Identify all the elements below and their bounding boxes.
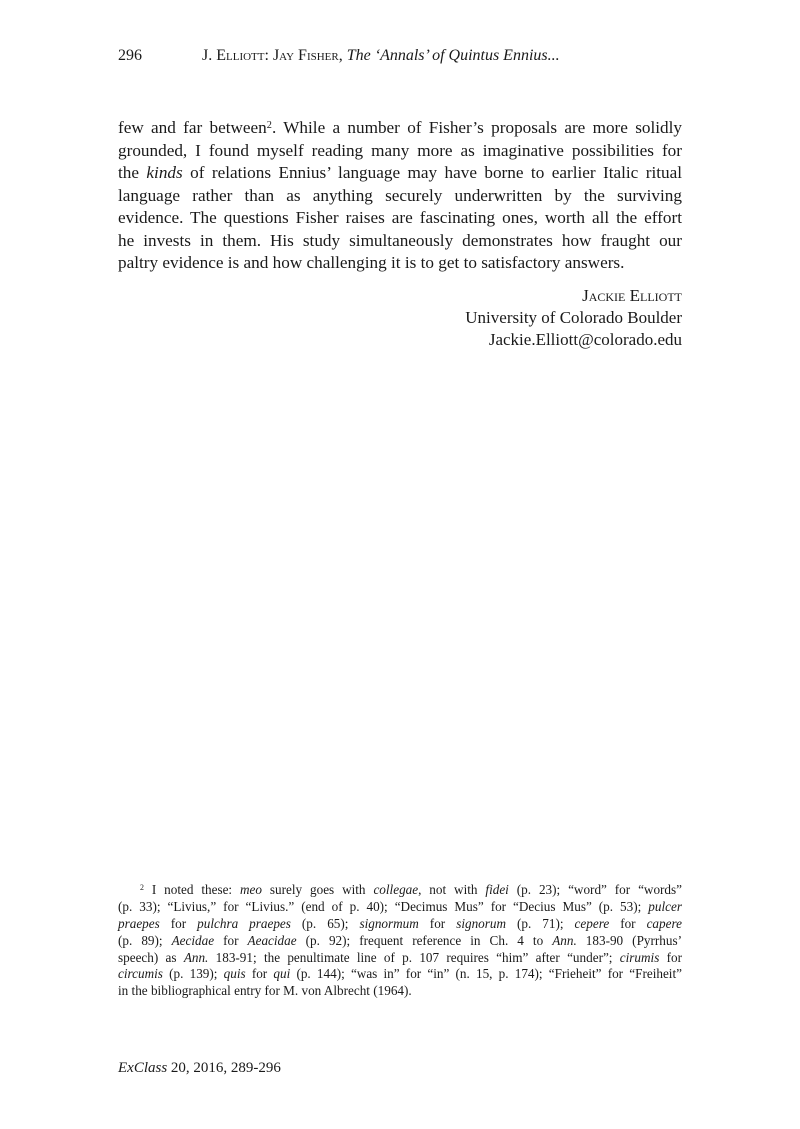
text-run: surely goes with (261, 882, 374, 897)
text-run: . While a number of Fisher’s proposals are more solidly (271, 118, 682, 137)
running-head-separator: : (264, 47, 273, 64)
text-run: (p. 65); (290, 915, 360, 931)
text-run: of relations Ennius’ language may have borne to earlier Italic ritual (182, 163, 682, 182)
italic-text: Ann. (552, 932, 577, 948)
text-run: paltry evidence is and how challenging it is to get to satisfactory answers. (118, 253, 625, 272)
body-line (118, 117, 682, 140)
italic-text: capere (646, 915, 682, 931)
running-head-author: J. Elliott (202, 47, 265, 64)
footnote (118, 882, 682, 1000)
signature-email: Jackie.Elliott@colorado.edu (488, 330, 682, 349)
body-line (118, 162, 682, 185)
text-run: 183-91; the penultimate line of p. 107 requires “him” after “under”; (208, 949, 620, 965)
page-number: 296 (118, 47, 142, 64)
text-run: for (214, 932, 248, 948)
footnote-marker: 2 (140, 883, 144, 893)
running-head (202, 47, 560, 65)
footnote-line (118, 966, 682, 983)
running-head-comma: , (338, 47, 347, 64)
text-run: the (118, 163, 147, 182)
text-run: (p. 33); “Livius,” for “Livius.” (end of p. 40); “Decimus Mus” for “Decius Mus” (p. 53); (118, 898, 649, 914)
signature-name: Jackie Elliott (582, 286, 682, 305)
footer-journal: ExClass (118, 1060, 168, 1076)
footnote-line (118, 899, 682, 916)
signature-affiliation: University of Colorado Boulder (465, 308, 682, 327)
text-run: language rather than as anything securely underwritten by the surviving (118, 185, 682, 205)
text-run: evidence. The questions Fisher raises are fascinating ones, worth all the effort (118, 208, 682, 227)
text-run: speech) as (118, 949, 184, 965)
italic-text: fidei (485, 882, 509, 897)
text-run: for (159, 915, 198, 931)
running-head-reviewed-author: Jay Fisher (272, 47, 339, 64)
body-line (118, 140, 682, 163)
italic-text: collegae (373, 882, 419, 897)
footnote-line (118, 916, 682, 933)
body-line (118, 207, 682, 230)
text-run: for (659, 949, 682, 965)
footer-volume: 20, 2016, 289-296 (167, 1060, 281, 1076)
italic-text: meo (240, 882, 262, 897)
text-run: few and far between (118, 118, 267, 137)
text-run: (p. 89); (118, 932, 172, 948)
italic-text: cirumis (619, 949, 660, 965)
italic-text: signorum (456, 915, 507, 931)
text-run: for (418, 915, 457, 931)
italic-text: signormum (359, 915, 419, 931)
running-head-title: The ‘Annals’ of Quintus Ennius... (346, 47, 560, 64)
footnote-line (118, 933, 682, 950)
body-line (118, 185, 682, 208)
italic-text: circumis (118, 966, 163, 982)
text-run: in the bibliographical entry for M. von Albrecht (1964). (118, 983, 412, 999)
text-run: grounded, I found myself reading many more as imaginative possibilities for (118, 140, 682, 160)
text-run: (p. 71); (506, 915, 575, 931)
italic-text: Aeacidae (247, 932, 297, 948)
italic-text: praepes (118, 915, 160, 931)
footnote-marker: 2 (266, 119, 272, 131)
text-run: 183-90 (Pyrrhus’ (576, 932, 682, 948)
footer-citation (118, 1060, 281, 1077)
body-line (118, 230, 682, 253)
italic-text: pulchra praepes (197, 915, 291, 931)
italic-text: Aecidae (171, 932, 215, 948)
body-text (118, 117, 682, 275)
italic-text: cepere (574, 915, 610, 931)
text-run: (p. 144); “was in” for “in” (n. 15, p. 174); “Frieheit” for “Freiheit” (290, 966, 682, 982)
text-run: for (609, 915, 647, 931)
italic-text: kinds (146, 163, 183, 182)
footnote-line (118, 882, 682, 899)
text-run: (p. 139); (162, 966, 224, 982)
body-line (118, 252, 682, 275)
italic-text: quis (223, 966, 246, 982)
signature-block (465, 285, 682, 351)
text-run: I noted these: (143, 882, 240, 897)
text-run: (p. 23); “word” for “words” (508, 882, 683, 897)
text-run: (p. 92); frequent reference in Ch. 4 to (296, 932, 553, 948)
text-run: he invests in them. His study simultaneously demonstrates how fraught our (118, 230, 682, 250)
text-run: , not with (418, 882, 486, 897)
italic-text: qui (273, 966, 291, 982)
text-run: for (245, 966, 274, 982)
footnote-line (118, 983, 682, 1000)
italic-text: Ann. (183, 949, 209, 965)
italic-text: pulcer (648, 898, 682, 914)
footnote-line (118, 950, 682, 967)
